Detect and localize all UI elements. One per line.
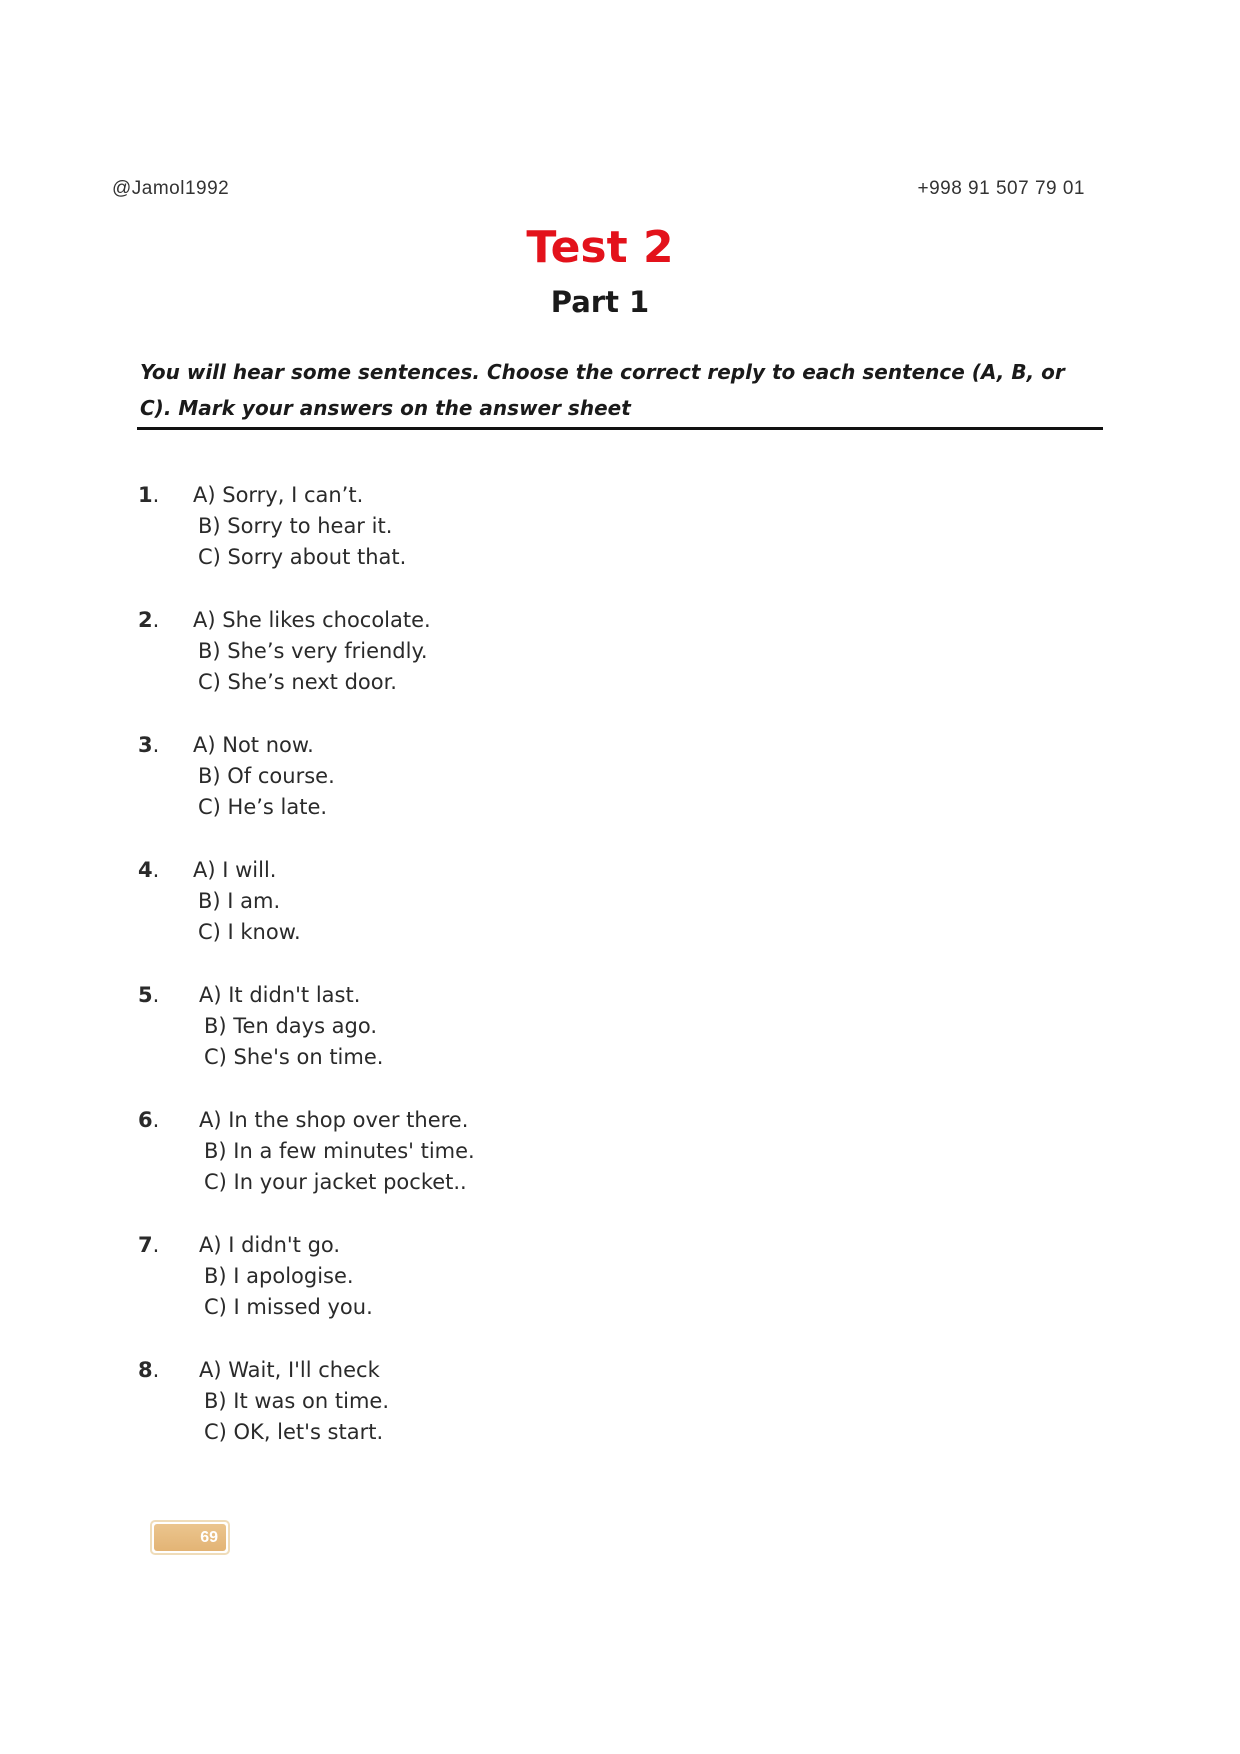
phone-number: +998 91 507 79 01 [917,178,1085,199]
page-number-badge [150,1520,230,1555]
option-a: A) I didn't go. [199,1233,341,1257]
question-number: 4. [138,858,160,882]
question-number: 3. [138,733,160,757]
option-c: C) In your jacket pocket.. [204,1170,467,1194]
question-item [138,1230,838,1355]
option-b: B) She’s very friendly. [198,639,428,663]
instructions: You will hear some sentences. Choose the correct reply to each sentence (A, B, or C). Mark your answers on the answer sheet [140,360,1065,420]
option-b: B) I am. [198,889,281,913]
page-number: 69 [154,1524,226,1551]
question-number: 8. [138,1358,160,1382]
option-b: B) Of course. [198,764,335,788]
question-item [138,1105,838,1230]
option-b: B) I apologise. [204,1264,354,1288]
question-number: 5. [138,983,160,1007]
option-b: B) Sorry to hear it. [198,514,393,538]
option-a: A) Not now. [193,733,314,757]
question-item [138,980,838,1105]
question-number: 7. [138,1233,160,1257]
option-b: B) In a few minutes' time. [204,1139,475,1163]
question-item [138,605,838,730]
option-c: C) She’s next door. [198,670,397,694]
author-handle: @Jamol1992 [112,178,230,199]
option-a: A) Wait, I'll check [199,1358,380,1382]
test-title: Test 2 [526,222,674,273]
option-a: A) In the shop over there. [199,1108,469,1132]
question-item [138,480,838,605]
option-a: A) It didn't last. [199,983,361,1007]
question-item [138,730,838,855]
part-title: Part 1 [550,285,650,319]
divider [137,427,1103,430]
question-item [138,1355,838,1480]
option-c: C) He’s late. [198,795,328,819]
question-number: 6. [138,1108,160,1132]
option-c: C) OK, let's start. [204,1420,384,1444]
option-a: A) I will. [193,858,277,882]
option-c: C) I know. [198,920,301,944]
option-c: C) I missed you. [204,1295,373,1319]
question-list [138,480,838,1480]
option-b: B) Ten days ago. [204,1014,378,1038]
option-a: A) Sorry, I can’t. [193,483,364,507]
question-item [138,855,838,980]
option-c: C) Sorry about that. [198,545,407,569]
option-a: A) She likes chocolate. [193,608,431,632]
question-number: 1. [138,483,160,507]
question-number: 2. [138,608,160,632]
option-b: B) It was on time. [204,1389,389,1413]
option-c: C) She's on time. [204,1045,384,1069]
